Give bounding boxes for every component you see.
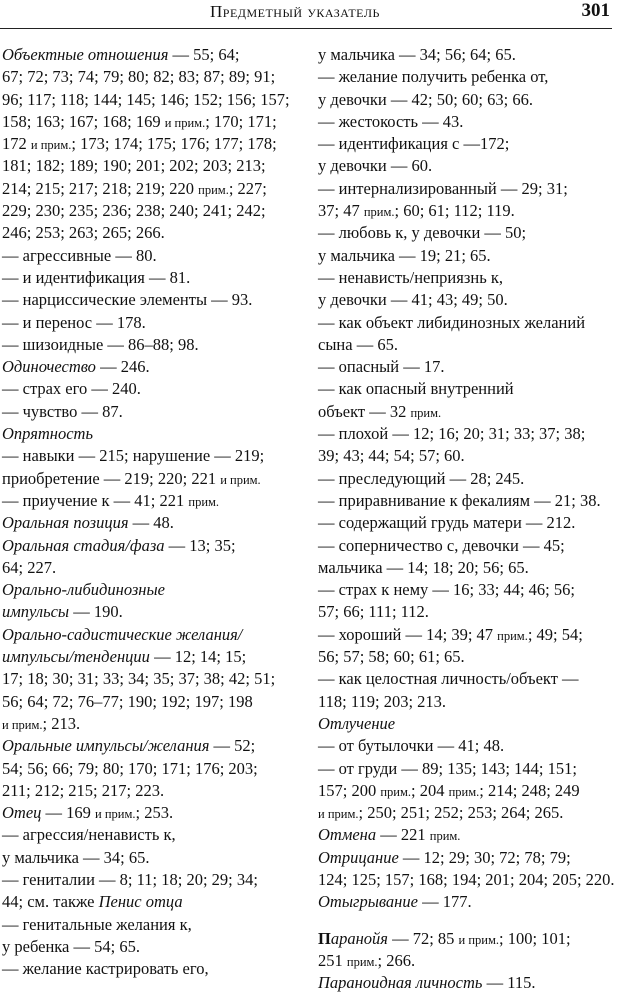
index-text: — агрессия/ненависть к, [2, 825, 176, 845]
index-entry-line [318, 66, 618, 88]
index-text: — как целостная личность/объект — [318, 669, 579, 689]
page-number: 301 [581, 0, 610, 21]
index-entry-line [2, 155, 302, 177]
index-text: — плохой — 12; 16; 20; 31; 33; 37; 38; [318, 424, 586, 444]
index-text: 37; 47 [318, 201, 364, 221]
index-term: Отец [2, 803, 42, 823]
index-note: и прим. [458, 932, 500, 947]
index-term: Отмена [318, 825, 377, 845]
index-text: у девочки — 42; 50; 60; 63; 66. [318, 89, 533, 109]
index-column-right [318, 44, 618, 994]
index-text: 56; 57; 58; 60; 61; 65. [318, 647, 465, 667]
index-entry-line [2, 200, 302, 222]
index-entry-line [318, 972, 618, 994]
index-text: ; 100; 101; [499, 928, 571, 948]
index-entry-line [318, 245, 618, 267]
index-entry-line [2, 847, 302, 869]
index-entry-line [2, 289, 302, 311]
index-text: 181; 182; 189; 190; 201; 202; 203; 213; [2, 156, 266, 176]
index-entry-line [2, 646, 302, 668]
index-text: ; 173; 174; 175; 176; 177; 178; [71, 134, 277, 154]
index-text: — чувство — 87. [2, 401, 123, 421]
index-entry-line [318, 758, 618, 780]
index-text: — желание кастрировать его, [2, 959, 209, 979]
index-entry-line [318, 802, 618, 824]
index-text: — жестокость — 43. [318, 111, 464, 131]
index-note: прим. [363, 205, 395, 220]
index-text: — от груди — 89; 135; 143; 144; 151; [318, 758, 577, 778]
index-term: Оральная стадия/фаза [2, 535, 165, 555]
index-text: у ребенка — 54; 65. [2, 936, 140, 956]
index-entry-line [2, 334, 302, 356]
index-text: — 169 [41, 803, 96, 823]
index-entry-line [318, 668, 618, 690]
index-term: аранойя [330, 928, 388, 948]
index-entry-line [318, 512, 618, 534]
index-text: — генитальные желания к, [2, 914, 192, 934]
index-text: 17; 18; 30; 31; 33; 34; 35; 37; 38; 42; 51; [2, 669, 276, 689]
index-entry-line [2, 780, 302, 802]
index-entry-line [318, 133, 618, 155]
index-entry-line [318, 780, 618, 802]
index-entry-line [318, 646, 618, 668]
index-text: — желание получить ребенка от, [318, 67, 549, 87]
index-term: Отыгрывание [318, 892, 418, 912]
index-entry-line [318, 869, 618, 891]
index-term: Объектные отношения [2, 45, 169, 64]
index-entry-line [2, 89, 302, 111]
index-note: прим. [188, 494, 220, 509]
index-text: ; 60; 61; 112; 119. [394, 201, 515, 221]
index-entry-line [318, 356, 618, 378]
index-entry-line [318, 891, 618, 913]
index-text: — от бутылочки — 41; 48. [318, 736, 505, 756]
index-note: и прим. [318, 807, 359, 822]
index-entry-line [2, 356, 302, 378]
index-text: приобретение — 219; 220; 221 [2, 468, 221, 488]
index-text: — опасный — 17. [318, 357, 445, 377]
index-entry-line [2, 802, 302, 824]
index-text: 54; 56; 66; 79; 80; 170; 171; 176; 203; [2, 758, 258, 778]
index-text: — и идентификация — 81. [2, 267, 191, 287]
index-text: 246; 253; 263; 265; 266. [2, 223, 165, 243]
index-entry-line [2, 178, 302, 200]
index-text: — страх к нему — 16; 33; 44; 46; 56; [318, 580, 575, 600]
index-entry-line [318, 535, 618, 557]
index-entry-line [2, 133, 302, 155]
index-entry-line [2, 824, 302, 846]
index-text: — 12; 14; 15; [149, 647, 247, 667]
index-entry-line [2, 936, 302, 958]
index-text: — 55; 64; [168, 45, 240, 64]
index-entry-line [318, 200, 618, 222]
index-note: прим. [346, 954, 378, 969]
index-entry-line [318, 847, 618, 869]
index-entry-line [318, 401, 618, 423]
index-entry-line [2, 111, 302, 133]
index-entry-line [318, 624, 618, 646]
index-entry-line [318, 312, 618, 334]
index-text: 118; 119; 203; 213. [318, 691, 447, 711]
index-text: у мальчика — 19; 21; 65. [318, 245, 491, 265]
index-text: — нарциссические элементы — 93. [2, 290, 253, 310]
index-entry-line [2, 735, 302, 757]
index-entry-line [318, 691, 618, 713]
index-note: и прим. [30, 138, 72, 153]
index-text: 39; 43; 44; 54; 57; 60. [318, 446, 465, 466]
index-entry-line [318, 824, 618, 846]
index-term: Орально-либидинозные [2, 580, 165, 600]
index-text: ; 49; 54; [527, 624, 583, 644]
index-text: — приучение к — 41; 221 [2, 490, 189, 510]
index-note: прим. [448, 784, 480, 799]
index-entry-line [2, 869, 302, 891]
index-text: — страх его — 240. [2, 379, 141, 399]
index-entry-line [318, 89, 618, 111]
index-text: ; 214; 248; 249 [479, 780, 580, 800]
index-term: Оральная позиция [2, 513, 129, 533]
index-column-left [2, 44, 302, 980]
index-text: — хороший — 14; 39; 47 [318, 624, 498, 644]
index-entry-line [318, 44, 618, 66]
index-entry-line [318, 914, 618, 928]
index-text: ; 253. [135, 803, 174, 823]
index-note: прим. [380, 784, 412, 799]
index-entry-line [2, 891, 302, 913]
index-term: Отлучение [318, 713, 396, 733]
index-text: — 48. [128, 513, 174, 533]
index-entry-line [2, 423, 302, 445]
index-term: Опрятность [2, 424, 93, 444]
index-text: — 72; 85 [387, 928, 459, 948]
index-entry-line [2, 378, 302, 400]
index-term: Орально-садистические желания/ [2, 624, 243, 644]
index-text: — и перенос — 178. [2, 312, 146, 332]
index-text: — ненависть/неприязнь к, [318, 267, 503, 287]
index-text: мальчика — 14; 18; 20; 56; 65. [318, 557, 529, 577]
index-term: Одиночество [2, 357, 96, 377]
index-text: ; 227; [228, 178, 267, 198]
index-text: 44; см. также [2, 892, 99, 912]
index-entry-line [2, 601, 302, 623]
index-text: 172 [2, 134, 31, 154]
index-text: объект — 32 [318, 401, 411, 421]
index-text: у мальчика — 34; 56; 64; 65. [318, 45, 516, 64]
index-text: — 52; [209, 736, 256, 756]
index-term: импульсы/тенденции [2, 647, 150, 667]
index-text: ; 250; 251; 252; 253; 264; 265. [358, 803, 564, 823]
index-text: ; 266. [377, 950, 416, 970]
index-term: Отрицание [318, 847, 399, 867]
index-entry-line [2, 245, 302, 267]
index-note: прим. [410, 405, 442, 420]
index-note: и прим. [95, 807, 136, 822]
index-text: — агрессивные — 80. [2, 245, 157, 265]
index-entry-line [318, 289, 618, 311]
index-entry-line [318, 601, 618, 623]
index-entry-line [2, 758, 302, 780]
index-term: импульсы [2, 602, 70, 622]
index-text: 96; 117; 118; 144; 145; 146; 152; 156; 157; [2, 89, 290, 109]
index-text: 214; 215; 217; 218; 219; 220 [2, 178, 199, 198]
index-text: — 221 [376, 825, 430, 845]
index-entry-line [2, 691, 302, 713]
index-entry-line [318, 468, 618, 490]
index-text: у девочки — 41; 43; 49; 50. [318, 290, 508, 310]
index-entry-line [2, 668, 302, 690]
index-text: — навыки — 215; нарушение — 219; [2, 446, 265, 466]
index-text: 64; 227. [2, 557, 57, 577]
index-text: у мальчика — 34; 65. [2, 847, 150, 867]
index-text: — интернализированный — 29; 31; [318, 178, 568, 198]
index-text: — идентификация с —172; [318, 134, 510, 154]
index-text: — как опасный внутренний [318, 379, 514, 399]
index-entry-line [318, 178, 618, 200]
index-entry-line [318, 222, 618, 244]
index-entry-line [318, 713, 618, 735]
index-text: — приравнивание к фекалиям — 21; 38. [318, 490, 601, 510]
index-text: — преследующий — 28; 245. [318, 468, 525, 488]
index-entry-line [318, 111, 618, 133]
index-entry-line [318, 378, 618, 400]
index-text: — 190. [69, 602, 123, 622]
index-entry-line [2, 222, 302, 244]
page-header [0, 0, 620, 34]
index-text: — 13; 35; [164, 535, 236, 555]
index-entry-line [318, 928, 618, 950]
index-text: 158; 163; 167; 168; 169 [2, 111, 165, 131]
index-text: — 12; 29; 30; 72; 78; 79; [398, 847, 571, 867]
index-entry-line [318, 735, 618, 757]
index-term: Параноидная личность [318, 973, 483, 993]
index-entry-line [2, 44, 302, 66]
running-header-title: Предметный указатель [210, 2, 380, 21]
index-note: и прим. [2, 717, 43, 732]
index-entry-line [2, 557, 302, 579]
index-text: у девочки — 60. [318, 156, 433, 176]
index-term: Оральные импульсы/желания [2, 736, 210, 756]
index-entry-line [2, 445, 302, 467]
index-text: 251 [318, 950, 347, 970]
index-text: — соперничество с, девочки — 45; [318, 535, 565, 555]
index-note: прим. [198, 182, 229, 197]
index-note: прим. [497, 628, 528, 643]
index-entry-line [318, 334, 618, 356]
index-entry-line [318, 950, 618, 972]
index-note: прим. [429, 829, 461, 844]
index-entry-line [2, 312, 302, 334]
index-text: ; 170; 171; [205, 111, 277, 131]
index-entry-line [318, 557, 618, 579]
index-text: — шизоидные — 86–88; 98. [2, 334, 199, 354]
index-entry-line [318, 267, 618, 289]
index-entry-line [2, 490, 302, 512]
index-text: — 115. [482, 973, 536, 993]
index-text: 229; 230; 235; 236; 238; 240; 241; 242; [2, 201, 266, 221]
index-entry-line [2, 512, 302, 534]
index-text: сына — 65. [318, 334, 398, 354]
index-entry-line [2, 535, 302, 557]
index-text: 157; 200 [318, 780, 381, 800]
index-text: 67; 72; 73; 74; 79; 80; 82; 83; 87; 89; 91; [2, 67, 276, 87]
index-text: 57; 66; 111; 112. [318, 602, 429, 622]
index-text: — содержащий грудь матери — 212. [318, 513, 576, 533]
index-entry-line [2, 713, 302, 735]
index-entry-line [2, 267, 302, 289]
index-text: ; 213. [42, 713, 81, 733]
index-entry-line [2, 579, 302, 601]
index-entry-line [318, 423, 618, 445]
index-text: 56; 64; 72; 76–77; 190; 192; 197; 198 [2, 691, 253, 711]
index-note: и прим. [220, 472, 261, 487]
index-entry-line [2, 624, 302, 646]
index-term: П [318, 928, 331, 948]
index-text: — гениталии — 8; 11; 18; 20; 29; 34; [2, 869, 258, 889]
index-entry-line [2, 66, 302, 88]
index-entry-line [318, 579, 618, 601]
index-text: 211; 212; 215; 217; 223. [2, 780, 165, 800]
index-term: Пенис отца [98, 892, 183, 912]
index-entry-line [318, 445, 618, 467]
index-text: — 177. [417, 892, 472, 912]
header-divider [0, 28, 612, 29]
index-entry-line [318, 155, 618, 177]
index-entry-line [2, 914, 302, 936]
index-text: — 246. [95, 357, 150, 377]
index-entry-line [2, 401, 302, 423]
index-text: ; 204 [411, 780, 449, 800]
index-entry-line [2, 958, 302, 980]
index-text: 124; 125; 157; 168; 194; 201; 204; 205; 220. [318, 869, 615, 889]
index-text: — как объект либидинозных желаний [318, 312, 586, 332]
index-entry-line [318, 490, 618, 512]
index-text: — любовь к, у девочки — 50; [318, 223, 527, 243]
index-note: и прим. [164, 115, 206, 130]
index-entry-line [2, 468, 302, 490]
